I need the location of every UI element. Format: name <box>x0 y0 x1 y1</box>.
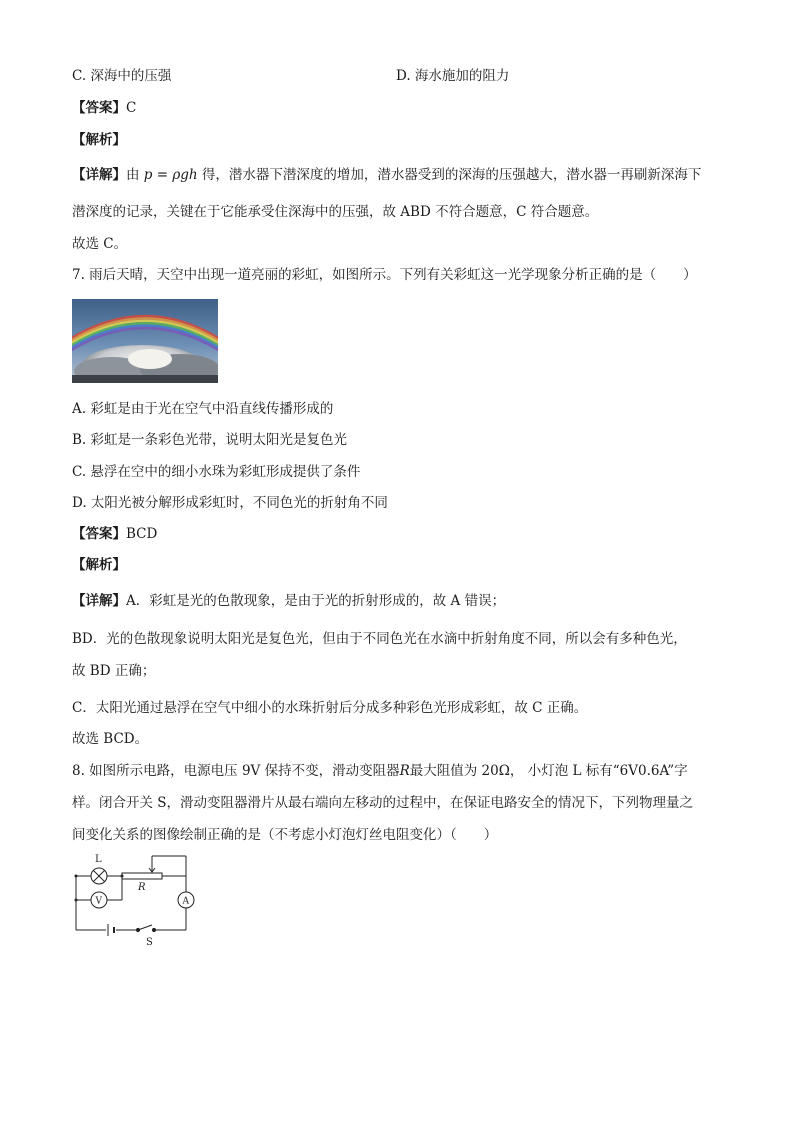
q6-answer-line <box>72 99 136 117</box>
answer-value: BCD <box>126 526 158 542</box>
q7-conclusion: 故选 BCD。 <box>72 731 149 747</box>
answer-value: C <box>126 100 137 116</box>
answer-tag: 【答案】 <box>72 100 126 116</box>
q6-option-c: C. 深海中的压强 <box>72 68 172 84</box>
detail-rest: 得，潜水器下潜深度的增加，潜水器受到的深海的压强越大，潜水器一再刷新深海下 <box>201 167 702 183</box>
detail-a-text: A．彩虹是光的色散现象，是由于光的折射形成的，故 A 错误； <box>126 593 506 609</box>
rheostat-label: R <box>138 882 146 893</box>
q8-stem-line-1 <box>72 762 688 780</box>
q7-option-c: C. 悬浮在空中的细小水珠为彩虹形成提供了条件 <box>72 464 361 480</box>
voltmeter-label: V <box>95 896 102 907</box>
q7-option-a: A. 彩虹是由于光在空气中沿直线传播形成的 <box>72 401 334 417</box>
switch-label: S <box>146 937 153 946</box>
q7-option-b: B. 彩虹是一条彩色光带，说明太阳光是复色光 <box>72 432 348 448</box>
switch-blade <box>138 925 152 930</box>
q7-detail-c: C．太阳光通过悬浮在空气中细小的水珠折射后分成多种彩色光形成彩虹，故 C 正确。 <box>72 700 588 716</box>
q6-detail-line-1 <box>72 166 701 184</box>
lamp-label: L <box>95 854 102 865</box>
q7-stem: 7. 雨后天晴，天空中出现一道亮丽的彩虹，如图所示。下列有关彩虹这一光学现象分析正确的是（ ） <box>72 267 697 283</box>
detail-tag: 【详解】 <box>72 167 126 183</box>
q7-analysis-tag: 【解析】 <box>72 557 126 573</box>
answer-tag: 【答案】 <box>72 526 126 542</box>
q6-option-d: D. 海水施加的阻力 <box>396 68 510 84</box>
detail-pre: 由 <box>126 167 140 183</box>
rainbow-photo <box>72 299 218 383</box>
q6-conclusion: 故选 C。 <box>72 236 128 252</box>
q6-analysis-tag: 【解析】 <box>72 132 126 148</box>
ammeter-label: A <box>182 896 189 907</box>
q7-detail-a <box>72 592 505 610</box>
detail-tag: 【详解】 <box>72 593 126 609</box>
stem-var-r: R <box>399 763 410 779</box>
rheostat-symbol <box>122 873 162 879</box>
stem-part: 8. 如图所示电路，电源电压 9V 保持不变，滑动变阻器 <box>72 763 400 779</box>
q7-detail-bd-1: BD．光的色散现象说明太阳光是复色光，但由于不同色光在水滴中折射角度不同，所以会有多种色光， <box>72 631 687 647</box>
formula: p = ρgh <box>143 167 198 183</box>
q7-option-d: D. 太阳光被分解形成彩虹时，不同色光的折射角不同 <box>72 495 388 511</box>
q8-stem-line-3: 间变化关系的图像绘制正确的是（不考虑小灯泡灯丝电阻变化）（ ） <box>72 827 498 843</box>
q6-detail-line-2: 潜深度的记录，关键在于它能承受住深海中的压强，故 ABD 不符合题意，C 符合题意。 <box>72 204 599 220</box>
stem-part: 最大阻值为 20Ω， 小灯泡 L 标有“6V0.6A”字 <box>409 763 688 779</box>
circuit-diagram <box>68 850 198 946</box>
q8-stem-line-2: 样。闭合开关 S，滑动变阻器滑片从最右端向左移动的过程中，在保证电路安全的情况下，下列物理量之 <box>72 795 694 811</box>
q7-detail-bd-2: 故 BD 正确； <box>72 663 156 679</box>
q7-answer-line <box>72 525 157 543</box>
